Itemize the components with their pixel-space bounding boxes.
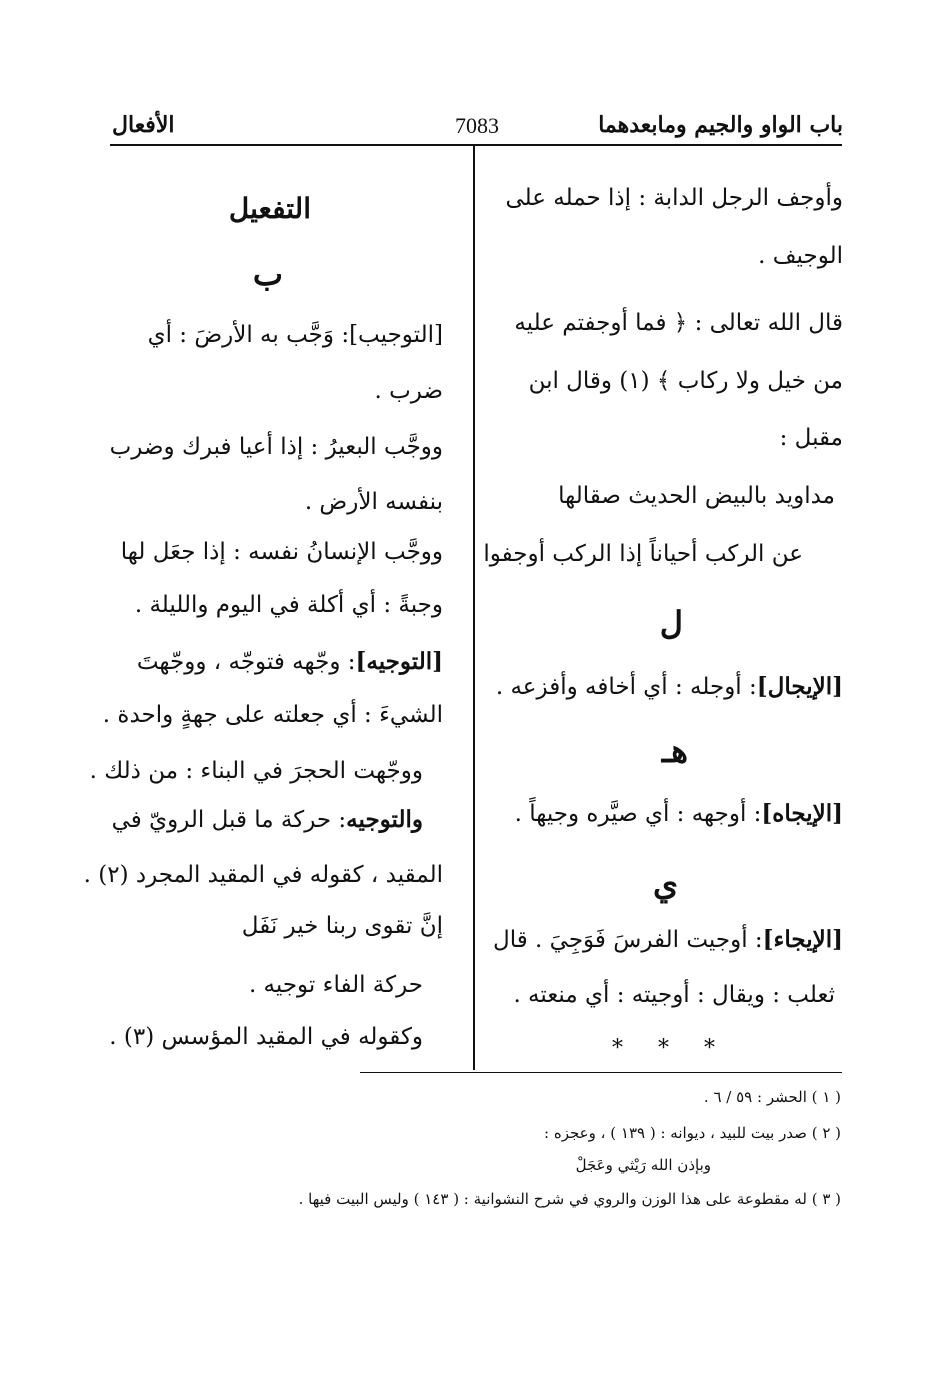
text-line: المقيد ، كقوله في المقيد المجرد (٢) .	[83, 862, 443, 888]
text-line: وكقوله في المقيد المؤسس (٣) .	[109, 1024, 423, 1050]
text-line: الوجيف .	[758, 243, 843, 269]
footnote-1: ( ١ ) الحشر : ٥٩ / ٦ .	[703, 1088, 841, 1106]
entry-definition: : أوجله : أي أخافه وأفزعه .	[495, 674, 757, 700]
left-column	[83, 0, 443, 1070]
entry-definition: : أوجيت الفرسَ فَوَجِيَ . قال	[493, 927, 763, 953]
text-line: من خيل ولا ركاب ﴾ (١) وقال ابن	[528, 368, 843, 394]
text-line: قال الله تعالى : ﴿ فما أوجفتم عليه	[514, 310, 843, 336]
footnote-2: ( ٢ ) صدر بيت للبيد ، ديوانه : ( ١٣٩ ) ، وعجزه :	[544, 1124, 841, 1142]
text-line: ضرب .	[374, 378, 443, 404]
text-line: ووجّهت الحجرَ في البناء : من ذلك .	[89, 758, 423, 784]
entry-tawjib	[148, 322, 443, 348]
letter-ha-heading: هـ	[661, 732, 688, 770]
text-line: ثعلب : ويقال : أوجيته : أي منعته .	[513, 982, 835, 1008]
entry-definition: : وجّهه فتوجّه ، ووجّهتَ	[136, 649, 356, 675]
footnote-3: ( ٣ ) له مقطوعة على هذا الوزن والروي في شرح النشوانية : ( ١٤٣ ) وليس البيت فيها .	[298, 1190, 841, 1208]
entry-term: [التوجيه]	[355, 648, 443, 675]
entry-term: [الإيجاه]	[761, 800, 843, 827]
entry-tawjih-rhyme	[112, 806, 423, 833]
entry-definition: : أوجهه : أي صيَّره وجيهاً .	[514, 801, 762, 827]
section-title: باب الواو والجيم ومابعدهما	[598, 112, 843, 138]
entry-term: [الإيجال]	[756, 673, 843, 700]
entry-tawjih	[137, 648, 443, 675]
verse-line: مداويد بالبيض الحديث صقالها	[558, 483, 835, 509]
text-line: وجبةً : أي أكلة في اليوم والليلة .	[134, 592, 443, 618]
column-divider	[473, 146, 475, 1070]
verse-line: إنَّ تقوى ربنا خير نَفَل	[241, 913, 443, 939]
chapter-title: الأفعال	[112, 112, 175, 138]
text-line: بنفسه الأرض .	[304, 489, 443, 515]
right-column	[483, 0, 843, 1070]
footnote-rule	[360, 1072, 842, 1073]
text-line: مقبل :	[779, 425, 843, 451]
entry-term: [التوجيب]	[349, 322, 443, 348]
entry-definition: : حركة ما قبل الرويّ في	[111, 807, 347, 833]
text-line: حركة الفاء توجيه .	[248, 972, 423, 998]
letter-ba-heading: ب	[252, 255, 283, 293]
letter-lam-heading: ل	[659, 604, 683, 642]
footnote-2-verse: وبإذن الله رَيْثي وعَجَلْ	[575, 1156, 711, 1174]
section-heading: التفعيل	[228, 192, 311, 225]
text-line: الشيءَ : أي جعلته على جهةٍ واحدة .	[102, 702, 443, 728]
entry-definition: : وَجَّب به الأرضَ : أي	[147, 322, 350, 348]
entry-ijal	[496, 673, 843, 700]
section-end-stars: * * *	[612, 1036, 729, 1061]
text-line: ووجَّب البعيرُ : إذا أعيا فبرك وضرب	[109, 434, 443, 460]
text-line: ووجَّب الإنسانُ نفسه : إذا جعَل لها	[120, 539, 443, 565]
entry-ija	[493, 926, 843, 953]
text-line: وأوجف الرجل الدابة : إذا حمله على	[505, 185, 843, 211]
entry-term: والتوجيه	[346, 806, 423, 833]
verse-line: عن الركب أحياناً إذا الركب أوجفوا	[483, 541, 803, 567]
letter-ya-heading: ي	[652, 865, 678, 903]
entry-term: [الإيجاء]	[762, 926, 843, 953]
page-number: 7083	[455, 113, 499, 138]
entry-ijah	[515, 800, 843, 827]
